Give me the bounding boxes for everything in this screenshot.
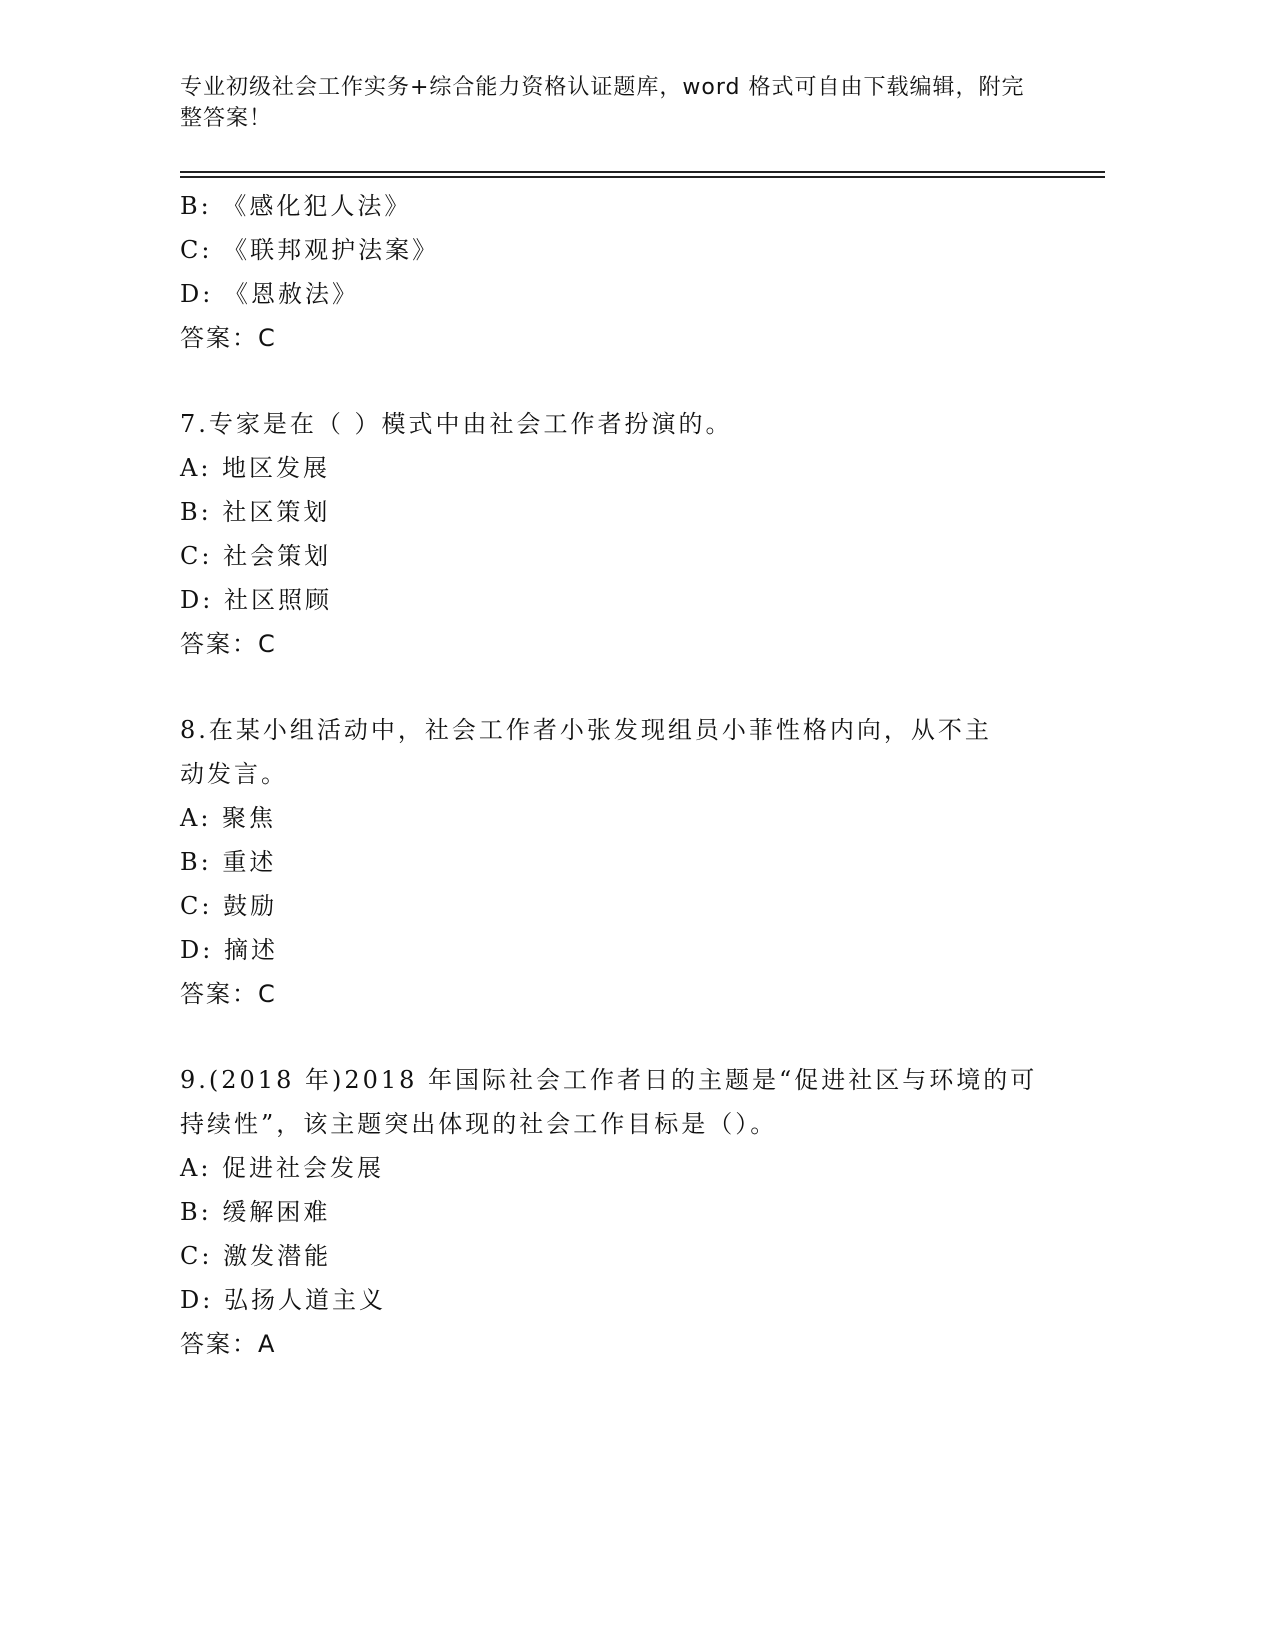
- question-stem-line-2: 动发言。: [180, 760, 288, 788]
- option-d: D: 《恩赦法》: [180, 280, 359, 308]
- option-d: D: 社区照顾: [180, 586, 332, 614]
- option-b: B: 重述: [180, 848, 277, 876]
- option-c: C: 鼓励: [180, 892, 278, 920]
- question-spacer: [180, 666, 1080, 708]
- option-b: B: 社区策划: [180, 498, 331, 526]
- header-rule-bottom: [180, 176, 1105, 178]
- question-stem-line-1: 8.在某小组活动中，社会工作者小张发现组员小菲性格内向，从不主: [180, 716, 992, 744]
- option-a: A: 促进社会发展: [180, 1154, 385, 1182]
- option-d: D: 摘述: [180, 936, 278, 964]
- option-b: B: 《感化犯人法》: [180, 192, 412, 220]
- header-text-line-2: 整答案！: [180, 106, 273, 131]
- question-stem-line-1: 9.(2018 年)2018 年国际社会工作者日的主题是“促进社区与环境的可: [180, 1066, 1038, 1094]
- question-stem-line-2: 持续性”，该主题突出体现的社会工作目标是（）。: [180, 1110, 778, 1138]
- option-c: C: 《联邦观护法案》: [180, 236, 440, 264]
- option-c: C: 社会策划: [180, 542, 332, 570]
- question-list: [180, 184, 1080, 1366]
- answer-line: 答案：A: [180, 1330, 277, 1358]
- question-6-tail: [180, 184, 1080, 360]
- question-7: [180, 402, 1080, 666]
- question-spacer: [180, 1016, 1080, 1058]
- question-spacer: [180, 360, 1080, 402]
- option-d: D: 弘扬人道主义: [180, 1286, 386, 1314]
- header-rule-top: [180, 171, 1105, 173]
- question-stem: 7.专家是在（ ）模式中由社会工作者扮演的。: [180, 410, 733, 438]
- page-header: [180, 72, 1040, 134]
- option-c: C: 激发潜能: [180, 1242, 332, 1270]
- answer-line: 答案：C: [180, 630, 277, 658]
- question-9: [180, 1058, 1080, 1366]
- option-a: A: 地区发展: [180, 454, 331, 482]
- answer-line: 答案：C: [180, 980, 277, 1008]
- option-b: B: 缓解困难: [180, 1198, 331, 1226]
- header-text-line-1: 专业初级社会工作实务+综合能力资格认证题库，word 格式可自由下载编辑，附完: [180, 75, 1025, 100]
- answer-line: 答案：C: [180, 324, 277, 352]
- question-8: [180, 708, 1080, 1016]
- option-a: A: 聚焦: [180, 804, 277, 832]
